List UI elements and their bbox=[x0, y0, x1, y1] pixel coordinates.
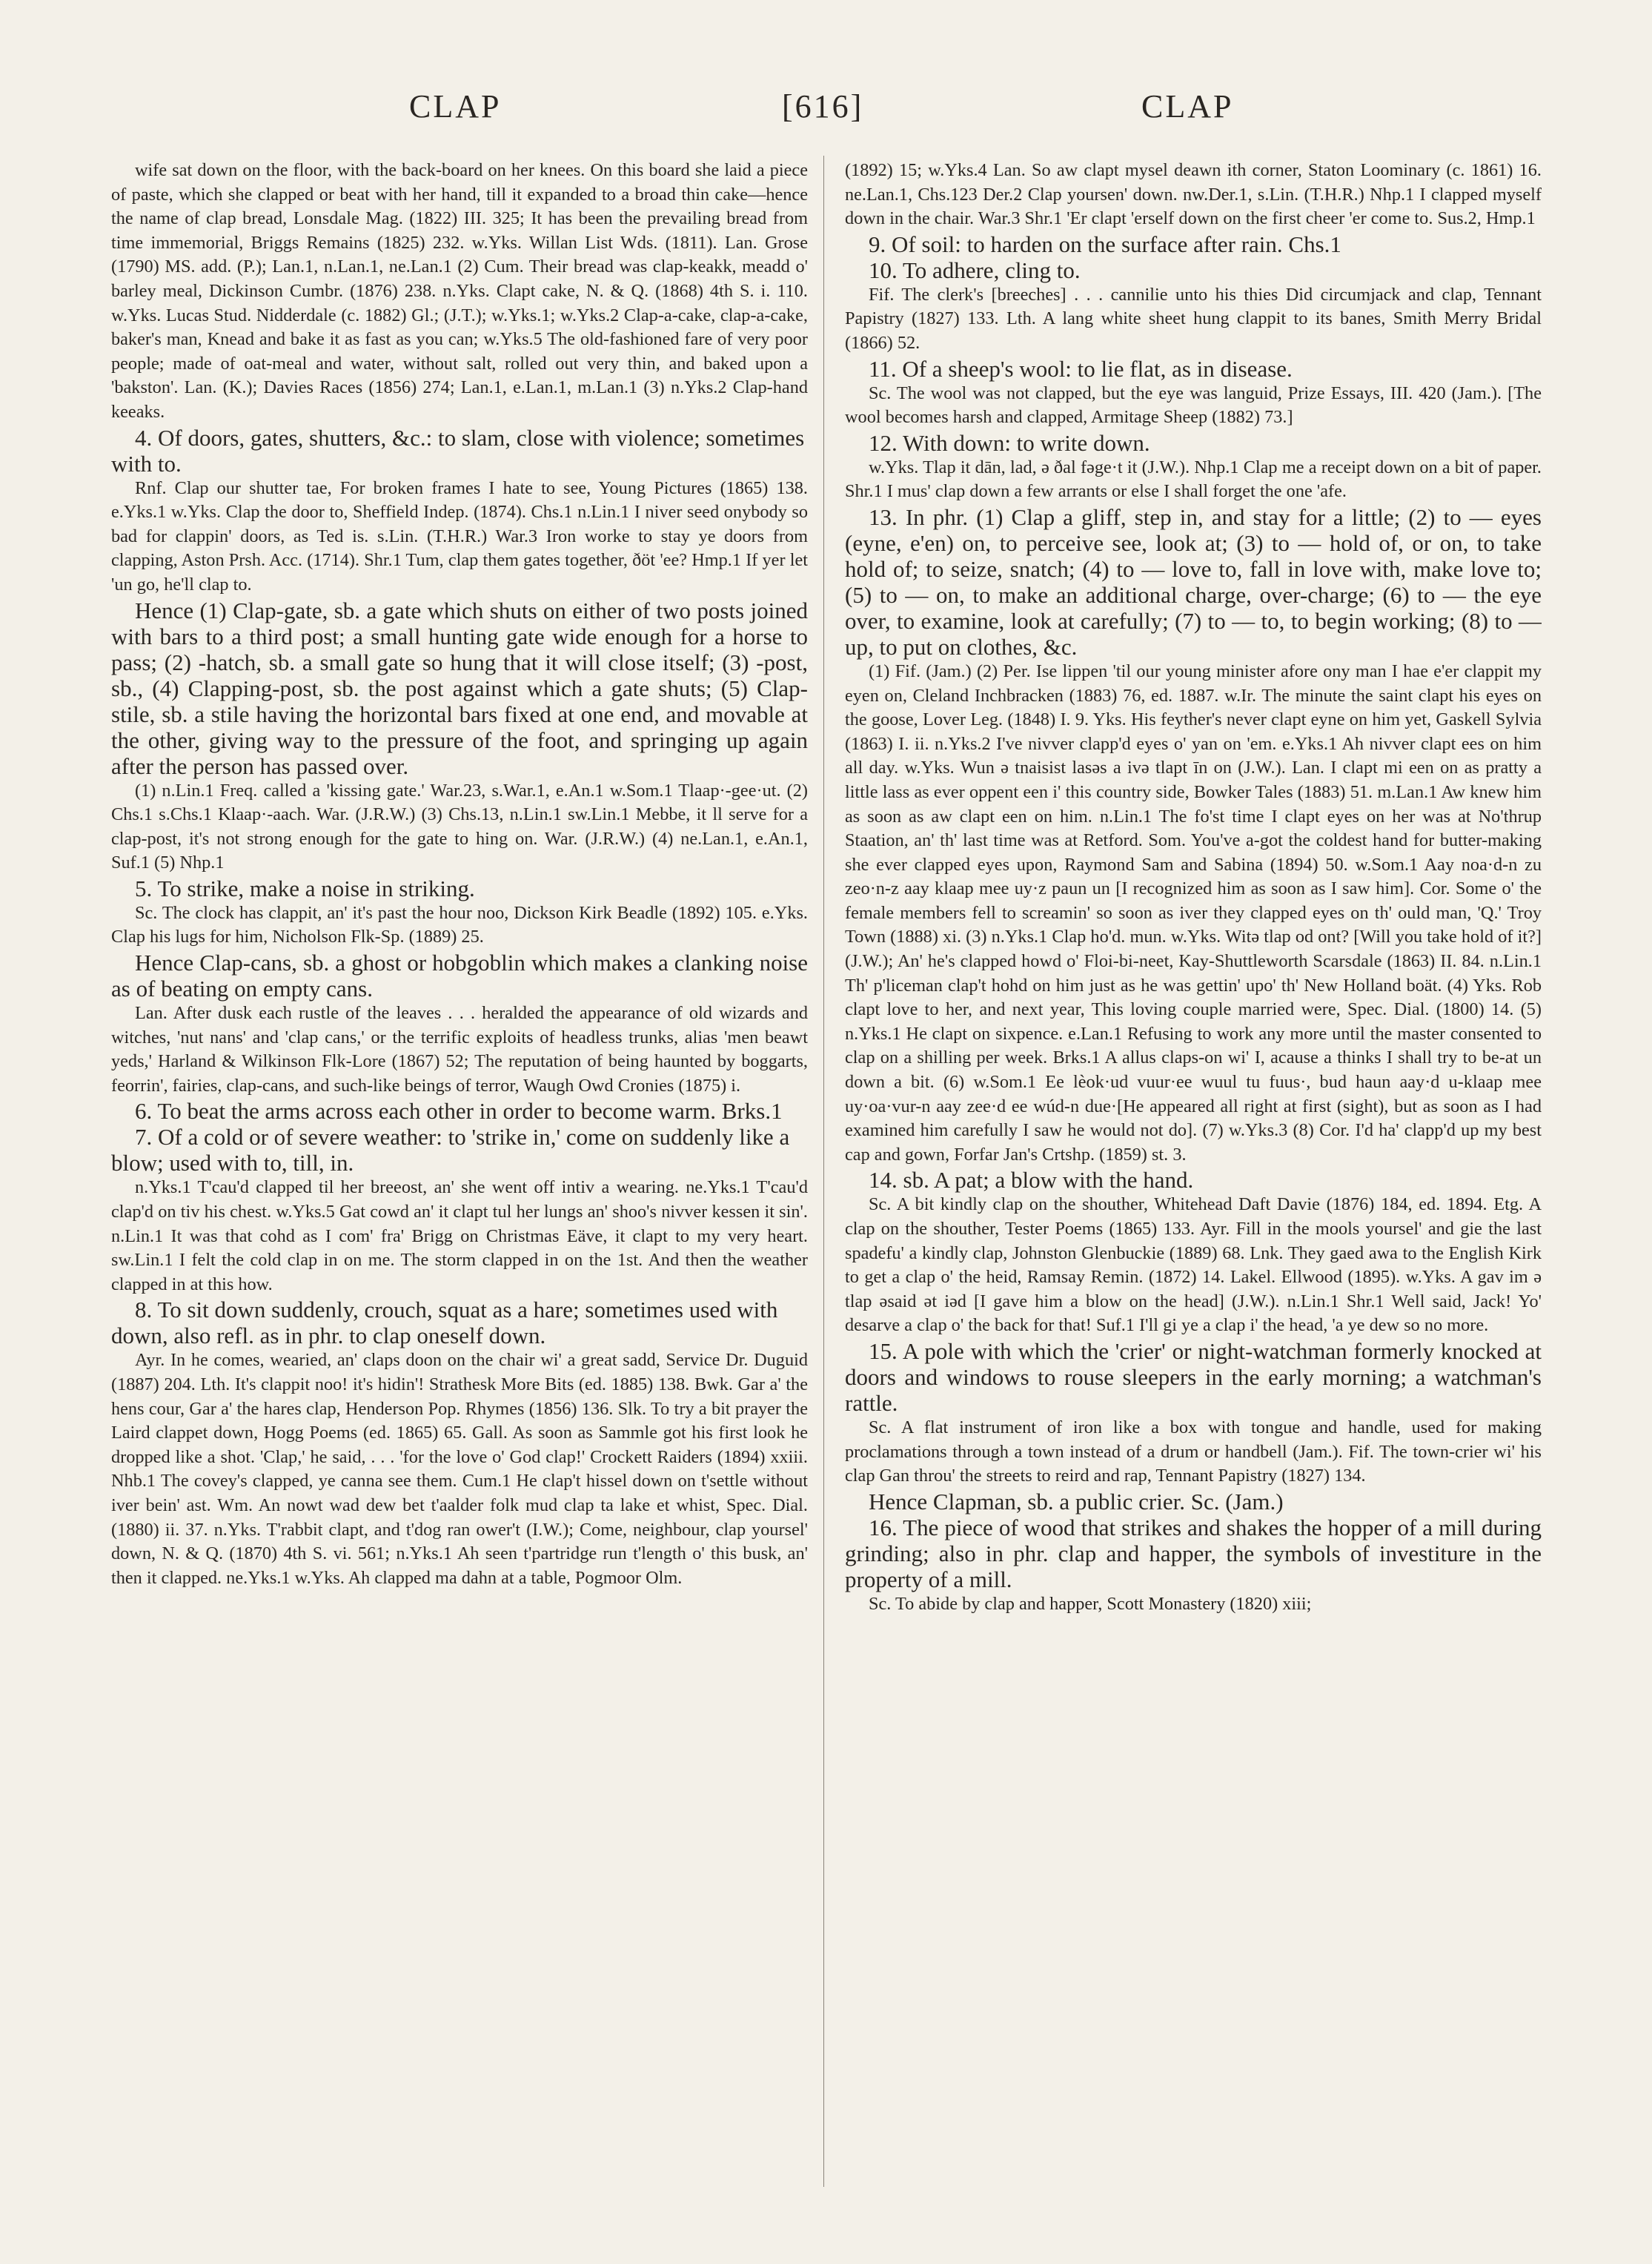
citation-paragraph: (1) n.Lin.1 Freq. called a 'kissing gate.' War.23, s.War.1, e.An.1 w.Som.1 Tlaap·-gee·ut. (2) Chs.1 s.Chs.1 Klaap·-aach. War. (J.R.W.) (3) Chs.13, n.Lin.1 sw.Lin.1 Mebbe, it ll serve for a clap-post, it's not strong enough for the gate to hing on. War. (J.R.W.) (4) ne.Lan.1, e.An.1, Suf.1 (5) Nhp.1 bbox=[111, 780, 808, 873]
sense-definition: 12. With down: to write down. bbox=[869, 429, 1150, 456]
citation-paragraph: Fif. The clerk's [breeches] . . . cannilie unto his thies Did circumjack and clap, Tennant Papistry (1827) 133. Lth. A lang white sheet hung clappit to its banes, Smith Merry Bridal (1866) 52. bbox=[845, 284, 1542, 353]
citation-paragraph: Sc. To abide by clap and happer, Scott Monastery (1820) xiii; bbox=[869, 1593, 1312, 1614]
citation-paragraph: (1892) 15; w.Yks.4 Lan. So aw clapt mysel deawn ith corner, Staton Loominary (c. 1861) 16. ne.Lan.1, Chs.123 Der.2 Clap yoursen' down. nw.Der.1, s.Lin. (T.H.R.) Nhp.1 I clapped myself down in the chair. War.3 Shr.1 'Er clapt 'erself down on the first cheer 'er come to. Sus.2, Hmp.1 bbox=[845, 160, 1542, 229]
derived-definition: Hence Clap-cans, sb. a ghost or hobgoblin which makes a clanking noise as of beating on empty cans. bbox=[111, 950, 808, 1002]
sense-definition: 6. To beat the arms across each other in order to become warm. Brks.1 bbox=[135, 1098, 783, 1125]
derived-definition: 13. In phr. (1) Clap a gliff, step in, and stay for a little; (2) to — eyes (eyne, e'en) on, to perceive see, look at; (3) to — hold of, or on, to take hold of; to seize, snatch; (4) to — love to, fall in love with, make love to; (5) to — on, to make an additional charge, over-charge; (6) to — the eye over, to examine, look at carefully; (7) to — to, to begin working; (8) to — up, to put on clothes, &c. bbox=[845, 503, 1542, 660]
citation-paragraph: w.Yks. Tlap it dān, lad, ə ðal fəge·t it (J.W.). Nhp.1 Clap me a receipt down on a bit of paper. Shr.1 I mus' clap down a few arrants or else I shall forget the one 'afe. bbox=[845, 457, 1542, 502]
citation-paragraph: n.Yks.1 T'cau'd clapped til her breeost, an' she went off intiv a wearing. ne.Yks.1 T'cau'd clap'd on tiv his chest. w.Yks.5 Gat cowd an' it clapt tul her lungs an' shoo's nivver kessen it sin'. n.Lin.1 It was that cohd as I com' fra' Brigg on Christmas Eäve, it clapt to my very heart. sw.Lin.1 I felt the cold clap in on me. The storm clapped in on the 1st. And then the weather clapped in at this how. bbox=[111, 1177, 808, 1294]
sense-definition: 11. Of a sheep's wool: to lie flat, as in disease. bbox=[869, 355, 1293, 382]
sense-definition: 10. To adhere, cling to. bbox=[869, 256, 1081, 283]
citation-paragraph: Sc. A bit kindly clap on the shouther, Whitehead Daft Davie (1876) 184, ed. 1894. Etg. A clap on the shouther, Tester Poems (1865) 133. Ayr. Fill in the mools yoursel' and gie the last spadefu' a kindly clap, Johnston Glenbuckie (1889) 68. Lnk. They gaed awa to the English Kirk to get a clap o' the heid, Ramsay Remin. (1872) 14. Lakel. Ellwood (1895). w.Yks. A gav im ə tlap əsaid ət iəd [I gave him a blow on the head] (J.W.). n.Lin.1 Shr.1 Well said, Jack! Yo' desarve a clap o' the back for that! Suf.1 I'll gi ye a clap i' the head, 'a ye dew so no more. bbox=[845, 1194, 1542, 1336]
citation-paragraph: Rnf. Clap our shutter tae, For broken frames I hate to see, Young Pictures (1865) 138. e.Yks.1 w.Yks. Clap the door to, Sheffield Indep. (1874). Chs.1 n.Lin.1 I niver seed onybody so bad for clappin' doors, as Ted is. s.Lin. (T.H.R.) War.3 Iron worke to stay ye doors from clapping, Aston Prsh. Acc. (1714). Shr.1 Tum, clap them gates together, ðöt 'ee? Hmp.1 If yer let 'un go, he'll clap to. bbox=[111, 477, 808, 595]
column-divider bbox=[823, 156, 824, 2187]
headword-right: CLAP bbox=[1141, 88, 1234, 125]
right-column bbox=[845, 159, 1542, 2182]
sense-definition: 9. Of soil: to harden on the surface after rain. Chs.1 bbox=[869, 231, 1341, 257]
citation-paragraph: Lan. After dusk each rustle of the leaves . . . heralded the appearance of old wizards and witches, 'nut nans' and 'clap cans,' or the terrific exploits of headless trunks, alias 'men beawt yeds,' Harland & Wilkinson Flk-Lore (1867) 52; The reputation of being haunted by boggarts, feorrin', fairies, clap-cans, and such-like beings of terror, Waugh Owd Cronies (1875) i. bbox=[111, 1003, 808, 1096]
citation-paragraph: Ayr. In he comes, wearied, an' claps doon on the chair wi' a great sadd, Service Dr. Duguid (1887) 204. Lth. It's clappit noo! it's hidin'! Strathesk More Bits (ed. 1885) 138. Bwk. Gar a' the hens cour, Gar a' the hares clap, Henderson Pop. Rhymes (1856) 136. Slk. To try a bit prayer the Laird clappet down, Hogg Poems (ed. 1865) 65. Gall. As soon as Sammle got his first look he dropped like a shot. 'Clap,' he said, . . . 'for the love o' God clap!' Crockett Raiders (1894) xxiii. Nhb.1 The covey's clapped, ye canna see them. Cum.1 He clap't hissel down on t'settle without iver bein' ast. Wm. An nowt wad dew bet t'aalder folk mud clap ta lake et whist, Spec. Dial. (1880) ii. 37. n.Yks. T'rabbit clapt, and t'dog ran ower't (I.W.); Come, neighbour, clap yoursel' down, N. & Q. (1870) 4th S. vi. 561; n.Yks.1 Ah seen t'partridge run t'length o' this busk, an' then it clapped. ne.Yks.1 w.Yks. Ah clapped ma dahn at a table, Pogmoor Olm. bbox=[111, 1350, 808, 1588]
sense-definition: 8. To sit down suddenly, crouch, squat as a hare; sometimes used with down, also refl. as in phr. to clap oneself down. bbox=[111, 1297, 778, 1349]
citation-paragraph: Sc. The wool was not clapped, but the eye was languid, Prize Essays, III. 420 (Jam.). [The wool becomes harsh and clapped, Armitage Sheep (1882) 73.] bbox=[845, 383, 1542, 428]
sense-definition: 7. Of a cold or of severe weather: to 'strike in,' come on suddenly like a blow; used with to, till, in. bbox=[111, 1124, 790, 1176]
citation-paragraph: (1) Fif. (Jam.) (2) Per. Ise lippen 'til our young minister afore ony man I hae e'er clappit my eyen on, Cleland Inchbracken (1883) 76, ed. 1887. w.Ir. The minute the saint clapt his eyes on the goose, Lover Leg. (1848) I. 9. Yks. His feyther's never clapt eyne on him yet, Gaskell Sylvia (1863) I. ii. n.Yks.2 I've nivver clapp'd eyes o' yan on 'em. e.Yks.1 Ah nivver clapt ees on him all day. w.Yks. Wun ə tnaisist lasəs a ivə tlapt īn on (J.W.). Lan. I clapt mi een on as pratty a little lass as ever oppent een i' this country side, Bowker Tales (1883) 51. m.Lan.1 Aw knew him as soon as aw clapt een on him. n.Lin.1 The fo'st time I clapt eyes on her was at No'thrup Staation, an' th' last time was at Retford. Som. You've a-got the coldest hand for butter-making she ever clapped eyes upon, Raymond Sam and Sabina (1894) 50. w.Som.1 Aay noa·d-n zu zeo·n-z aay klaap mee uy·z paun un [I recognized him as soon as I saw him]. Cor. Some o' the female members fell to screamin' so soon as iver they clapped eyes on th' ould man, 'Q.' Troy Town (1888) xi. (3) n.Yks.1 Clap ho'd. mun. w.Yks. Witə tlap od ont? [Will you take hold of it?] (J.W.); An' he's clapped howd o' Floi-bi-neet, Kay-Shuttleworth Scarsdale (1863) II. 84. n.Lin.1 Th' p'liceman clap't hohd on him just as he was gettin' upo' th' New Holland boät. (4) Yks. Rob clapt love to her, and next year, This loving couple married were, Spec. Dial. (1800) 14. (5) n.Yks.1 He clapt on sixpence. e.Lan.1 Refusing to work any more until the master consented to clap on a shilling per week. Brks.1 A allus claps-on wi' I, acause a thinks I shall try to be-at un down a bit. (6) w.Som.1 Ee lèok·ud vuur·ee wuul tu fuus·, bud haun aay·d u-klaap mee uy·oa·vur-n aay zee·d ee wúd-n due·[He appeared all right at first (sight), but as soon as I had examined him carefully I saw he would not do]. (7) w.Yks.3 (8) Cor. I'd ha' clapp'd up my best cap and gown, Forfar Jan's Crtshp. (1859) st. 3. bbox=[845, 661, 1542, 1165]
headword-left: CLAP bbox=[409, 88, 502, 125]
sense-definition: Hence Clapman, sb. a public crier. Sc. (Jam.) bbox=[869, 1488, 1284, 1515]
sense-definition: 4. Of doors, gates, shutters, &c.: to slam, close with violence; sometimes with to. bbox=[111, 424, 805, 477]
left-column bbox=[111, 159, 808, 2182]
citation-paragraph: Sc. A flat instrument of iron like a box with tongue and handle, used for making proclamations through a town instead of a drum or handbell (Jam.). Fif. The town-crier wi' his clap Gan throu' the streets to reird and rap, Tennant Papistry (1827) 134. bbox=[845, 1417, 1542, 1486]
derived-definition: 15. A pole with which the 'crier' or night-watchman formerly knocked at doors and windows to rouse sleepers in the early morning; a watchman's rattle. bbox=[845, 1337, 1542, 1416]
page-number: [616] bbox=[782, 88, 864, 125]
sense-definition: 5. To strike, make a noise in striking. bbox=[135, 875, 475, 901]
derived-definition: Hence (1) Clap-gate, sb. a gate which shuts on either of two posts joined with bars to a third post; a small hunting gate wide enough for a horse to pass; (2) -hatch, sb. a small gate so hung that it will close itself; (3) -post, sb., (4) Clapping-post, sb. the post against which a gate shuts; (5) Clap-stile, sb. a stile having the horizontal bars fixed at one end, and movable at the other, giving way to the pressure of the foot, and springing up again after the person has passed over. bbox=[111, 597, 808, 779]
citation-paragraph: Sc. The clock has clappit, an' it's past the hour noo, Dickson Kirk Beadle (1892) 105. e.Yks. Clap his lugs for him, Nicholson Flk-Sp. (1889) 25. bbox=[111, 902, 808, 947]
derived-definition: 16. The piece of wood that strikes and shakes the hopper of a mill during grinding; also in phr. clap and happer, the symbols of investiture in the property of a mill. bbox=[845, 1514, 1542, 1592]
running-head bbox=[111, 87, 1564, 132]
sense-definition: 14. sb. A pat; a blow with the hand. bbox=[869, 1167, 1194, 1194]
citation-paragraph: wife sat down on the floor, with the back-board on her knees. On this board she laid a piece of paste, which she clapped or beat with her hand, till it expanded to a broad thin cake—hence the name of clap bread, Lonsdale Mag. (1822) III. 325; It has been the prevailing bread from time immemorial, Briggs Remains (1825) 232. w.Yks. Willan List Wds. (1811). Lan. Grose (1790) MS. add. (P.); Lan.1, n.Lan.1, ne.Lan.1 (2) Cum. Their bread was clap-keakk, meadd o' barley meal, Dickinson Cumbr. (1876) 238. n.Yks. Clapt cake, N. & Q. (1868) 4th S. i. 110. w.Yks. Lucas Stud. Nidderdale (c. 1882) Gl.; (J.T.); w.Yks.1; w.Yks.2 Clap-a-cake, clap-a-cake, baker's man, Knead and bake it as fast as you can; w.Yks.5 The old-fashioned fare of very poor people; made of oat-meal and water, without salt, rolled out very thin, and baked upon a 'bakston'. Lan. (K.); Davies Races (1856) 274; Lan.1, e.Lan.1, m.Lan.1 (3) n.Yks.2 Clap-hand keeaks. bbox=[111, 160, 808, 422]
